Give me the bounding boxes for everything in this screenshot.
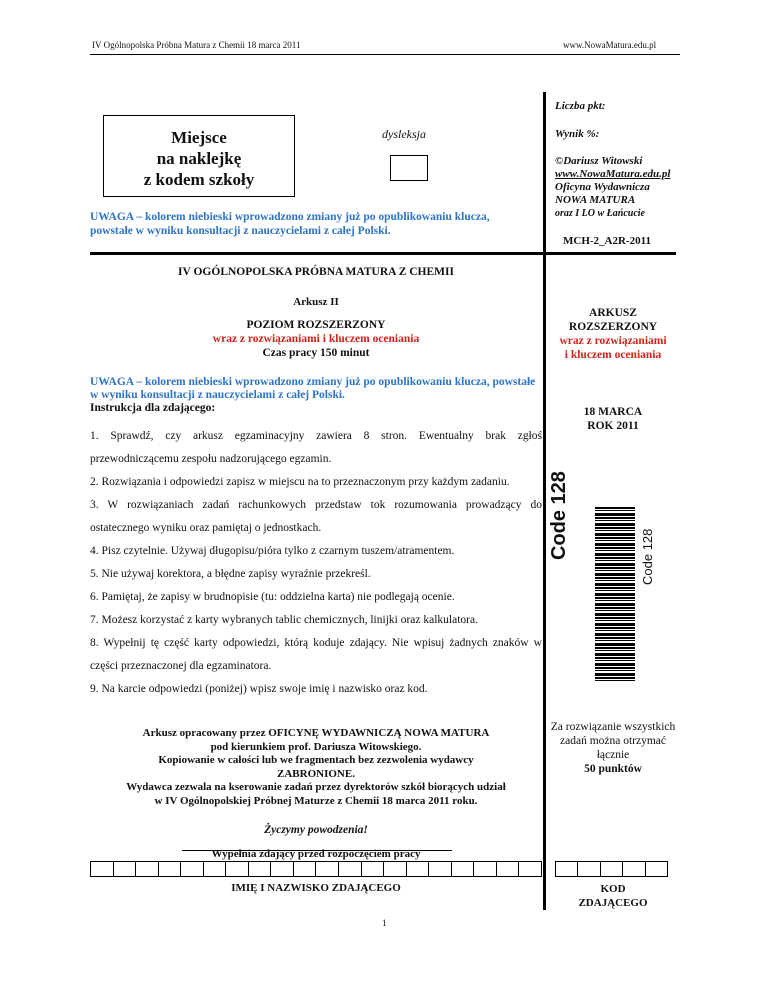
instruction-item: 3. W rozwiązaniach zadań rachunkowych przedstaw tok rozumowania prowadzący do ostatecznego wyniku oraz pamiętaj o jednostkach. bbox=[90, 499, 542, 534]
dysleksja-checkbox[interactable] bbox=[390, 155, 428, 181]
header-left: IV Ogólnopolska Próbna Matura z Chemii 18 marca 2011 bbox=[92, 40, 301, 50]
instruction-item: 9. Na karcie odpowiedzi (poniżej) wpisz swoje imię i nazwisko oraz kod. bbox=[90, 683, 428, 695]
top-section-divider bbox=[90, 252, 545, 255]
school-code-sticker-box: Miejsce na naklejkę z kodem szkoły bbox=[103, 115, 295, 197]
code-input-cells[interactable] bbox=[555, 861, 668, 877]
exam-date: 18 MARCA ROK 2011 bbox=[583, 406, 643, 432]
page-number: 1 bbox=[382, 918, 387, 928]
publisher-notice: Arkusz opracowany przez OFICYNĘ WYDAWNICZĄ NOWA MATURA pod kierunkiem prof. Dariusza Witowskiego. Kopiowanie w całości lub we fragmentach bez zezwolenia wydawcy ZABRONIONE. Wydawca zezwala na kserowanie zadań przez dyrektorów szkół biorących udział w IV Ogólnopolskiej Próbnej Maturze z Chemii 18 marca 2011 roku. bbox=[126, 727, 506, 807]
right-top-divider bbox=[546, 252, 676, 255]
exam-title: IV OGÓLNOPOLSKA PRÓBNA MATURA Z CHEMII bbox=[178, 266, 454, 278]
vertical-divider bbox=[543, 92, 546, 910]
header-rule bbox=[90, 54, 680, 55]
dysleksja-label: dysleksja bbox=[382, 127, 426, 141]
instructions-title: Instrukcja dla zdającego: bbox=[90, 402, 216, 414]
instruction-item: 8. Wypełnij tę część karty odpowiedzi, którą koduje zdający. Nie wpisuj żadnych znaków w części przeznaczonej dla egzaminatora. bbox=[90, 637, 542, 672]
website-link[interactable]: www.NowaMatura.edu.pl bbox=[555, 168, 671, 180]
good-luck: Życzymy powodzenia! bbox=[264, 824, 368, 836]
top-notice: UWAGA – kolorem niebieski wprowadzono zmiany już po opublikowaniu klucza, powstałe w wyniku konsultacji z nauczycielami z całej Polski. bbox=[90, 211, 490, 237]
barcode-label-large: Code 128 bbox=[548, 471, 570, 560]
barcode bbox=[595, 507, 635, 682]
instruction-item: 5. Nie używaj korektora, a błędne zapisy wyraźnie przekreśl. bbox=[90, 568, 371, 580]
level-block: POZIOM ROZSZERZONY wraz z rozwiązaniami i kluczem oceniania Czas pracy 150 minut bbox=[212, 319, 420, 359]
fill-instruction: Wypełnia zdający przed rozpoczęciem pracy bbox=[211, 848, 421, 860]
header-right: www.NowaMatura.edu.pl bbox=[563, 40, 657, 50]
instruction-item: 1. Sprawdź, czy arkusz egzaminacyjny zawiera 8 stron. Ewentualny brak zgłoś przewodniczącemu zespołu nadzorującego egzamin. bbox=[90, 430, 542, 465]
name-input-cells[interactable] bbox=[90, 861, 542, 877]
barcode-label-small: Code 128 bbox=[640, 528, 655, 585]
instruction-item: 2. Rozwiązania i odpowiedzi zapisz w miejscu na to przeznaczonym przy każdym zadaniu. bbox=[90, 476, 510, 488]
points-label: Liczba pkt: bbox=[555, 100, 606, 112]
author-block: ©Dariusz Witowski www.NowaMatura.edu.pl Oficyna Wydawnicza NOWA MATURA oraz I LO w Łańcucie bbox=[555, 155, 685, 220]
sheet-code: MCH-2_A2R-2011 bbox=[563, 235, 651, 247]
total-points-info: Za rozwiązanie wszystkich zadań można otrzymać łącznie 50 punktów bbox=[550, 721, 676, 775]
sheet-number: Arkusz II bbox=[293, 296, 339, 308]
instruction-item: 7. Możesz korzystać z karty wybranych tablic chemicznych, linijki oraz kalkulatora. bbox=[90, 614, 478, 626]
instruction-item: 6. Pamiętaj, że zapisy w brudnopisie (tu: oddzielna karta) nie podlegają ocenie. bbox=[90, 591, 455, 603]
name-label: IMIĘ I NAZWISKO ZDAJĄCEGO bbox=[231, 882, 401, 894]
main-notice: UWAGA – kolorem niebieski wprowadzono zmiany już po opublikowaniu klucza, powstałe w wyniku konsultacji z nauczycielami z całej Polski. bbox=[90, 376, 536, 401]
code-label: KOD ZDAJĄCEGO bbox=[578, 883, 648, 909]
instructions-list bbox=[90, 425, 542, 701]
instruction-item: 4. Pisz czytelnie. Używaj długopisu/pióra tylko z czarnym tuszem/atramentem. bbox=[90, 545, 455, 557]
score-label: Wynik %: bbox=[555, 128, 600, 140]
sheet-type: ARKUSZ ROZSZERZONY wraz z rozwiązaniami i kluczem oceniania bbox=[559, 307, 667, 361]
